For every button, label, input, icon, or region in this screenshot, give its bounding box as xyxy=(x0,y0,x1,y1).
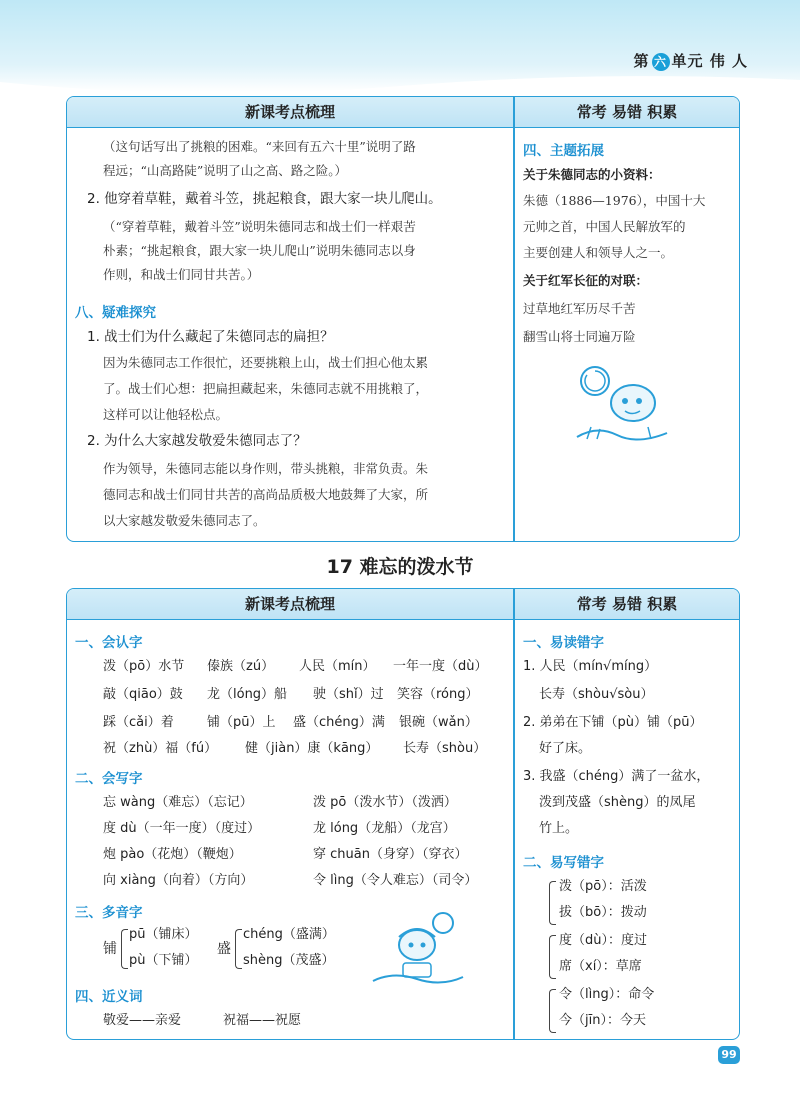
left-column-header: 新课考点梳理 xyxy=(67,589,513,620)
word-item: 令 lìng（令人难忘）（司令） xyxy=(313,873,478,888)
polyphone-char: 铺 xyxy=(103,941,117,957)
section-heading: 四、主题拓展 xyxy=(523,143,604,159)
word-item: 忘 wàng（难忘）（忘记） xyxy=(103,795,253,810)
error-item: 泼到茂盛（shèng）的凤尾 xyxy=(539,795,696,810)
error-item: 3. 我盛（chéng）满了一盆水， xyxy=(523,769,710,784)
polyphone-reading: shèng（茂盛） xyxy=(243,953,335,968)
word-item: 度 dù（一年一度）（度过） xyxy=(103,821,261,836)
section-heading: 二、易写错字 xyxy=(523,855,604,871)
unit-label: 第 六 单元 伟 人 xyxy=(633,52,748,70)
word-item: 人民（mín） xyxy=(299,659,376,674)
cartoon-character-illustration xyxy=(567,359,677,449)
error-pair: 泼（pō）：活泼 xyxy=(559,879,647,894)
polyphone-reading: chéng（盛满） xyxy=(243,927,335,942)
brace xyxy=(235,929,242,969)
word-item: 向 xiàng（向着）（方向） xyxy=(103,873,254,888)
column-divider xyxy=(513,97,515,541)
section-heading: 一、易读错字 xyxy=(523,635,604,651)
error-pair: 今（jīn）：今天 xyxy=(559,1013,646,1028)
text-line: （这句话写出了挑粮的困难。“来回有五六十里”说明了路 xyxy=(103,139,416,154)
right-column-header: 常考 易错 积累 xyxy=(515,589,739,620)
word-item: 泼（pō）水节 xyxy=(103,659,185,674)
text-line: 2. 他穿着草鞋，戴着斗笠，挑起粮食，跟大家一块儿爬山。 xyxy=(87,191,442,207)
word-item: 盛（chéng）满 xyxy=(293,715,385,730)
word-item: 一年一度（dù） xyxy=(393,659,488,674)
text-line: （“穿着草鞋，戴着斗笠”说明朱德同志和战士们一样艰苦 xyxy=(103,219,416,234)
word-item: 傣族（zú） xyxy=(207,659,275,674)
question: 1. 战士们为什么藏起了朱德同志的扁担？ xyxy=(87,329,334,345)
brace xyxy=(549,989,556,1033)
section-heading: 二、会写字 xyxy=(75,771,143,787)
text-line: 朱德（1886—1976），中国十大 xyxy=(523,193,706,208)
brace xyxy=(549,935,556,979)
question: 2. 为什么大家越发敬爱朱德同志了？ xyxy=(87,433,307,449)
answer-line: 以大家越发敬爱朱德同志了。 xyxy=(103,513,266,528)
word-item: 踩（cǎi）着 xyxy=(103,715,174,730)
error-pair: 令（lìng）：命令 xyxy=(559,987,655,1002)
polyphone-reading: pū（铺床） xyxy=(129,927,198,942)
top-review-box xyxy=(66,96,740,542)
error-item: 好了床。 xyxy=(539,741,592,756)
word-item: 铺（pū）上 xyxy=(207,715,276,730)
error-item: 竹上。 xyxy=(539,821,579,836)
cartoon-character-illustration xyxy=(367,907,467,987)
word-item: 敬爱——亲爱 xyxy=(103,1013,182,1028)
error-item: 2. 弟弟在下铺（pù）铺（pū） xyxy=(523,715,703,730)
word-item: 龙（lóng）船 xyxy=(207,687,288,702)
word-item: 驶（shǐ）过 xyxy=(313,687,384,702)
text-line: 作则，和战士们同甘共苦。） xyxy=(103,267,260,282)
answer-line: 这样可以让他轻松点。 xyxy=(103,407,229,422)
section-heading: 八、疑难探究 xyxy=(75,305,156,321)
word-item: 炮 pào（花炮）（鞭炮） xyxy=(103,847,242,862)
answer-line: 作为领导，朱德同志能以身作则，带头挑粮，非常负责。朱 xyxy=(103,461,429,476)
word-item: 祝福——祝愿 xyxy=(223,1013,302,1028)
error-pair: 席（xí）：草席 xyxy=(559,959,642,974)
subheading: 关于朱德同志的小资料： xyxy=(523,167,661,182)
polyphone-char: 盛 xyxy=(217,941,231,957)
error-item: 1. 人民（mín√míng） xyxy=(523,659,658,674)
bottom-review-box xyxy=(66,588,740,1040)
column-divider xyxy=(513,589,515,1039)
error-item: 长寿（shòu√sòu） xyxy=(539,687,654,702)
text-line: 朴素；“挑起粮食，跟大家一块儿爬山”说明朱德同志以身 xyxy=(103,243,416,258)
word-item: 祝（zhù）福（fú） xyxy=(103,741,218,756)
left-column-header: 新课考点梳理 xyxy=(67,97,513,128)
polyphone-reading: pù（下铺） xyxy=(129,953,198,968)
answer-line: 了。战士们心想：把扁担藏起来，朱德同志就不用挑粮了， xyxy=(103,381,429,396)
section-heading: 三、多音字 xyxy=(75,905,143,921)
brace xyxy=(549,881,556,925)
text-line: 程远；“山高路陡”说明了山之高、路之险。） xyxy=(103,163,348,178)
page-number: 99 xyxy=(718,1046,740,1064)
text-line: 过草地红军历尽千苦 xyxy=(523,301,636,316)
text-line: 翻雪山将士同遍万险 xyxy=(523,329,636,344)
right-column-header: 常考 易错 积累 xyxy=(515,97,739,128)
answer-line: 因为朱德同志工作很忙，还要挑粮上山，战士们担心他太累 xyxy=(103,355,429,370)
text-line: 元帅之首，中国人民解放军的 xyxy=(523,219,686,234)
subheading: 关于红军长征的对联： xyxy=(523,273,649,288)
section-heading: 四、近义词 xyxy=(75,989,143,1005)
section-heading: 一、会认字 xyxy=(75,635,143,651)
error-pair: 拔（bō）：拨动 xyxy=(559,905,647,920)
word-item: 长寿（shòu） xyxy=(403,741,487,756)
unit-number-badge: 六 xyxy=(652,53,670,71)
word-item: 笑容（róng） xyxy=(397,687,479,702)
error-pair: 度（dù）：度过 xyxy=(559,933,647,948)
word-item: 银碗（wǎn） xyxy=(399,715,478,730)
word-item: 泼 pō（泼水节）（泼洒） xyxy=(313,795,457,810)
brace xyxy=(121,929,128,969)
answer-line: 德同志和战士们同甘共苦的高尚品质极大地鼓舞了大家，所 xyxy=(103,487,429,502)
text-line: 主要创建人和领导人之一。 xyxy=(523,245,674,260)
word-item: 健（jiàn）康（kāng） xyxy=(245,741,379,756)
lesson-title: 17 难忘的泼水节 xyxy=(326,556,474,578)
word-item: 穿 chuān（身穿）（穿衣） xyxy=(313,847,468,862)
word-item: 敲（qiāo）鼓 xyxy=(103,687,183,702)
word-item: 龙 lóng（龙船）（龙宫） xyxy=(313,821,456,836)
